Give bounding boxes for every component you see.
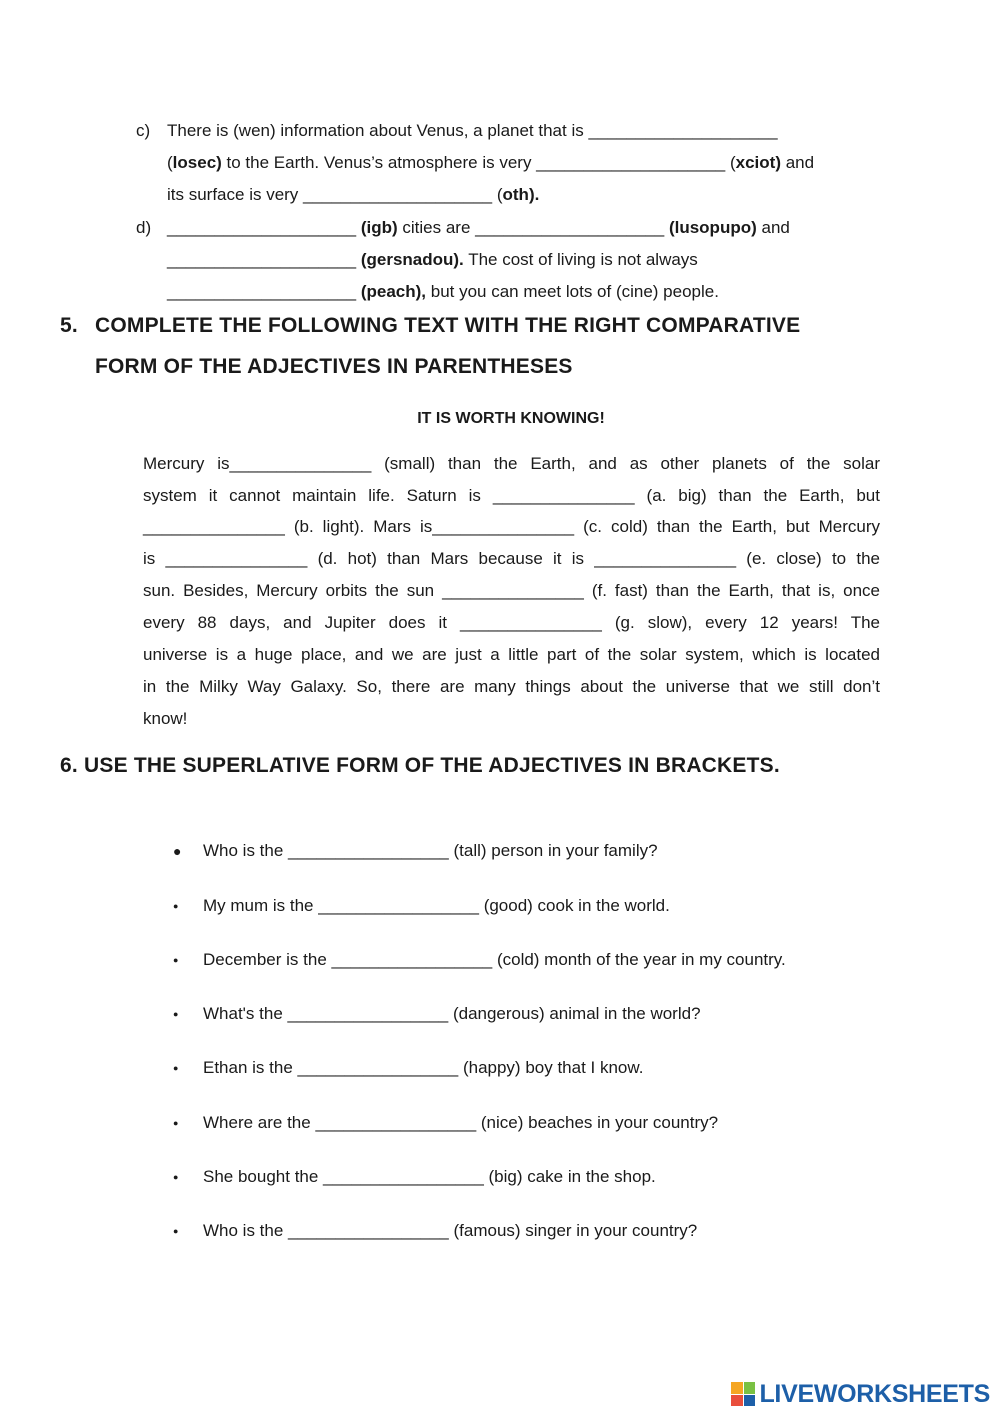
list-item: She bought the _________________ (big) cake in the shop. — [203, 1167, 656, 1186]
list-item: What's the _________________ (dangerous) animal in the world? — [203, 1004, 701, 1023]
item-label-c: c) — [136, 121, 151, 140]
paragraph-line: in the Milky Way Galaxy. So, there are many things about the universe that we still don’t — [143, 677, 880, 696]
logo-text: LIVEWORKSHEETS — [759, 1379, 990, 1408]
bullet-dot: ● — [173, 1226, 179, 1236]
sentence-d-line1: ____________________ (igb) cities are ____________________ (lusopupo) and — [167, 218, 790, 237]
list-item: Ethan is the _________________ (happy) boy that I know. — [203, 1058, 644, 1077]
paragraph-line: _______________ (b. light). Mars is_______________ (c. cold) than the Earth, but Mercury — [143, 517, 880, 536]
section5-title-line2: FORM OF THE ADJECTIVES IN PARENTHESES — [95, 355, 573, 378]
liveworksheets-logo-icon — [731, 1382, 755, 1406]
list-item: Who is the _________________ (tall) person in your family? — [203, 841, 658, 860]
section6-number: 6. — [60, 754, 78, 777]
bullet-dot: ● — [173, 843, 182, 859]
section5-number: 5. — [60, 314, 78, 337]
paragraph-line: every 88 days, and Jupiter does it _______________ (g. slow), every 12 years! The — [143, 613, 880, 632]
section6-title: USE THE SUPERLATIVE FORM OF THE ADJECTIVES IN BRACKETS. — [84, 754, 780, 777]
section5-subtitle: IT IS WORTH KNOWING! — [417, 410, 605, 427]
sentence-d-line3: ____________________ (peach), but you can meet lots of (cine) people. — [167, 282, 719, 301]
paragraph-line: is _______________ (d. hot) than Mars because it is _______________ (e. close) to the — [143, 549, 880, 568]
list-item: December is the _________________ (cold) month of the year in my country. — [203, 950, 786, 969]
sentence-d-line2: ____________________ (gersnadou). The cost of living is not always — [167, 250, 698, 269]
paragraph-line: Mercury is_______________ (small) than the Earth, and as other planets of the solar — [143, 454, 880, 473]
paragraph-line: sun. Besides, Mercury orbits the sun _______________ (f. fast) than the Earth, that is, once — [143, 581, 880, 600]
bullet-dot: ● — [173, 1118, 179, 1128]
sentence-c-line3: its surface is very ____________________ (oth). — [167, 185, 540, 204]
list-item: Who is the _________________ (famous) singer in your country? — [203, 1221, 698, 1240]
paragraph-line: know! — [143, 709, 188, 728]
section5-title-line1: COMPLETE THE FOLLOWING TEXT WITH THE RIGHT COMPARATIVE — [95, 314, 801, 337]
liveworksheets-logo[interactable] — [731, 1381, 990, 1407]
paragraph-line: system it cannot maintain life. Saturn is _______________ (a. big) than the Earth, but — [143, 486, 880, 505]
paragraph-line: universe is a huge place, and we are just a little part of the solar system, which is located — [143, 645, 880, 664]
sentence-c-line2: (losec) to the Earth. Venus’s atmosphere is very ____________________ (xciot) and — [167, 153, 815, 172]
bullet-dot: ● — [173, 1172, 179, 1182]
bullet-dot: ● — [173, 955, 179, 965]
sentence-c-line1: There is (wen) information about Venus, a planet that is ____________________ — [167, 121, 778, 140]
bullet-dot: ● — [173, 901, 179, 911]
list-item: My mum is the _________________ (good) cook in the world. — [203, 896, 670, 915]
bullet-dot: ● — [173, 1063, 179, 1073]
list-item: Where are the _________________ (nice) beaches in your country? — [203, 1113, 719, 1132]
bullet-dot: ● — [173, 1009, 179, 1019]
item-label-d: d) — [136, 218, 152, 237]
